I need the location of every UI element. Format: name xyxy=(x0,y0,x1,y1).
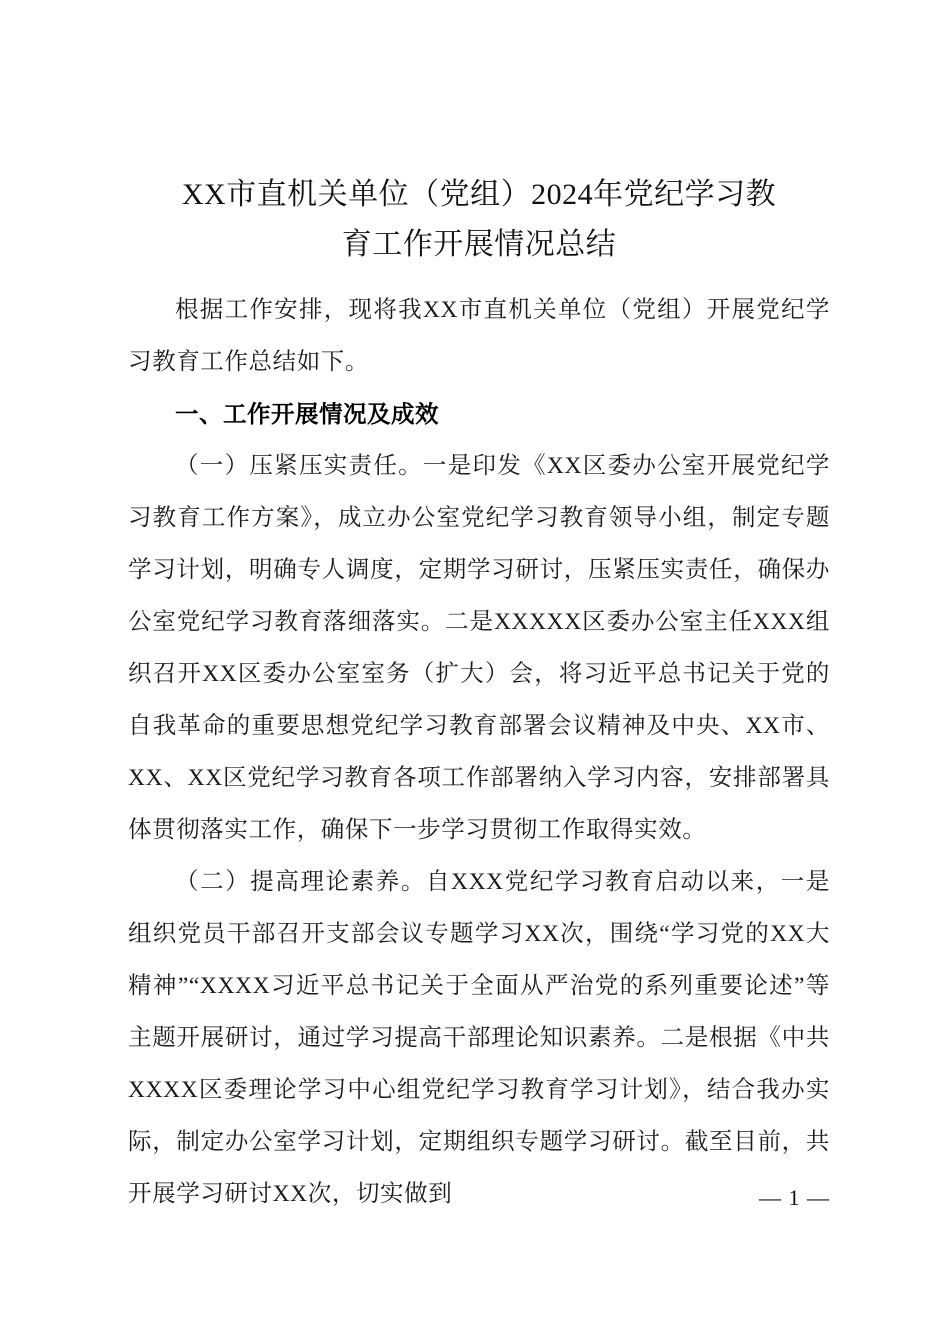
page-number: — 1 — xyxy=(759,1185,830,1210)
page-title-line-1: XX市直机关单位（党组）2024年党纪学习教 xyxy=(181,178,777,211)
body-paragraph-2: （二）提高理论素养。自XXX党纪学习教育启动以来，一是组织党员干部召开支部会议专题学习XX次，围绕“学习党的XX大精神”“XXXX习近平总书记关于全面从严治党的系列重要论述”等主题开展研讨，通过学习提高干部理论知识素养。二是根据《中共XXXX区委理论学习中心组党纪学习教育学习计划》，结合我办实际，制定办公室学习计划，定期组织专题学习研讨。截至目前，共开展学习研讨XX次，切实做到 xyxy=(128,869,830,1207)
page-title-line-2: 育工作开展情况总结 xyxy=(341,228,617,261)
page-footer xyxy=(128,1185,830,1211)
section-heading-1: 一、工作开展情况及成效 xyxy=(175,401,439,427)
body-paragraph-1: （一）压紧压实责任。一是印发《XX区委办公室开展党纪学习教育工作方案》，成立办公室党纪学习教育领导小组，制定专题学习计划，明确专人调度，定期学习研讨，压紧压实责任，确保办公室党纪学习教育落细落实。二是XXXXX区委办公室主任XXX组织召开XX区委办公室室务（扩大）会，将习近平总书记关于党的自我革命的重要思想党纪学习教育部署会议精神及中央、XX市、XX、XX区党纪学习教育各项工作部署纳入学习内容，安排部署具体贯彻落实工作，确保下一步学习贯彻工作取得实效。 xyxy=(128,453,830,843)
page-title xyxy=(128,170,830,270)
document-content xyxy=(128,170,830,1220)
intro-paragraph: 根据工作安排，现将我XX市直机关单位（党组）开展党纪学习教育工作总结如下。 xyxy=(128,297,830,375)
